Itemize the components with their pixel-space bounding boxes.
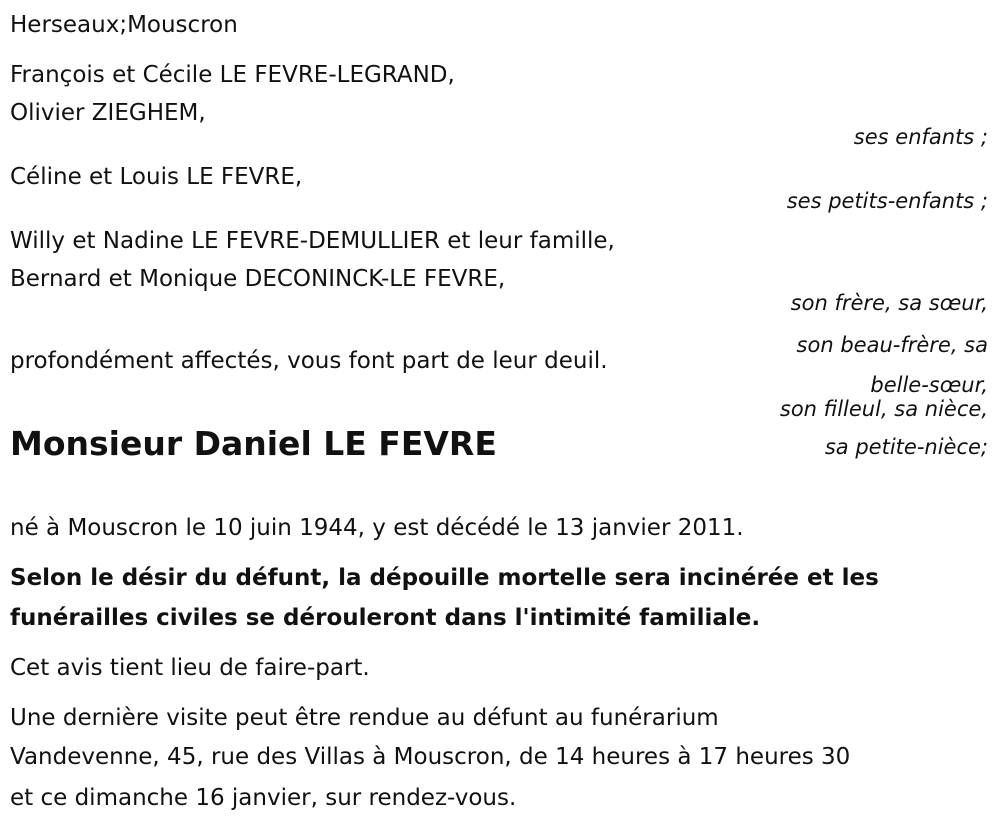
- notice-line: Cet avis tient lieu de faire-part.: [10, 655, 370, 681]
- wish-line-1: Selon le désir du défunt, la dépouille mortelle sera incinérée et les: [10, 565, 879, 591]
- closing-line: profondément affectés, vous font part de leur deuil.: [10, 348, 608, 374]
- children-line-2: Olivier ZIEGHEM,: [10, 100, 206, 126]
- visit-line-1: Une dernière visite peut être rendue au défunt au funérarium: [10, 705, 719, 731]
- siblings-line-1: Willy et Nadine LE FEVRE-DEMULLIER et leur famille,: [10, 228, 615, 254]
- grandchildren-line-1: Céline et Louis LE FEVRE,: [10, 164, 303, 190]
- siblings-role-1: son frère, sa sœur,: [790, 291, 988, 315]
- siblings-line-2: Bernard et Monique DECONINCK-LE FEVRE,: [10, 266, 506, 292]
- visit-line-2: Vandevenne, 45, rue des Villas à Mouscron, de 14 heures à 17 heures 30: [10, 744, 851, 770]
- birth-death-line: né à Mouscron le 10 juin 1944, y est décédé le 13 janvier 2011.: [10, 515, 744, 541]
- children-line-1: François et Cécile LE FEVRE-LEGRAND,: [10, 62, 455, 88]
- children-role: ses enfants ;: [853, 125, 988, 149]
- location-header: Herseaux;Mouscron: [10, 12, 238, 38]
- siblings-role-5: sa petite-nièce;: [824, 435, 988, 459]
- deceased-name: Monsieur Daniel LE FEVRE: [10, 424, 497, 463]
- siblings-role-2: son beau-frère, sa: [796, 333, 988, 357]
- wish-line-2: funérailles civiles se dérouleront dans l'intimité familiale.: [10, 605, 761, 631]
- siblings-role-4: son filleul, sa nièce,: [779, 397, 988, 421]
- grandchildren-role: ses petits-enfants ;: [786, 189, 988, 213]
- siblings-role-3: belle-sœur,: [870, 373, 988, 397]
- visit-line-3: et ce dimanche 16 janvier, sur rendez-vous.: [10, 785, 517, 811]
